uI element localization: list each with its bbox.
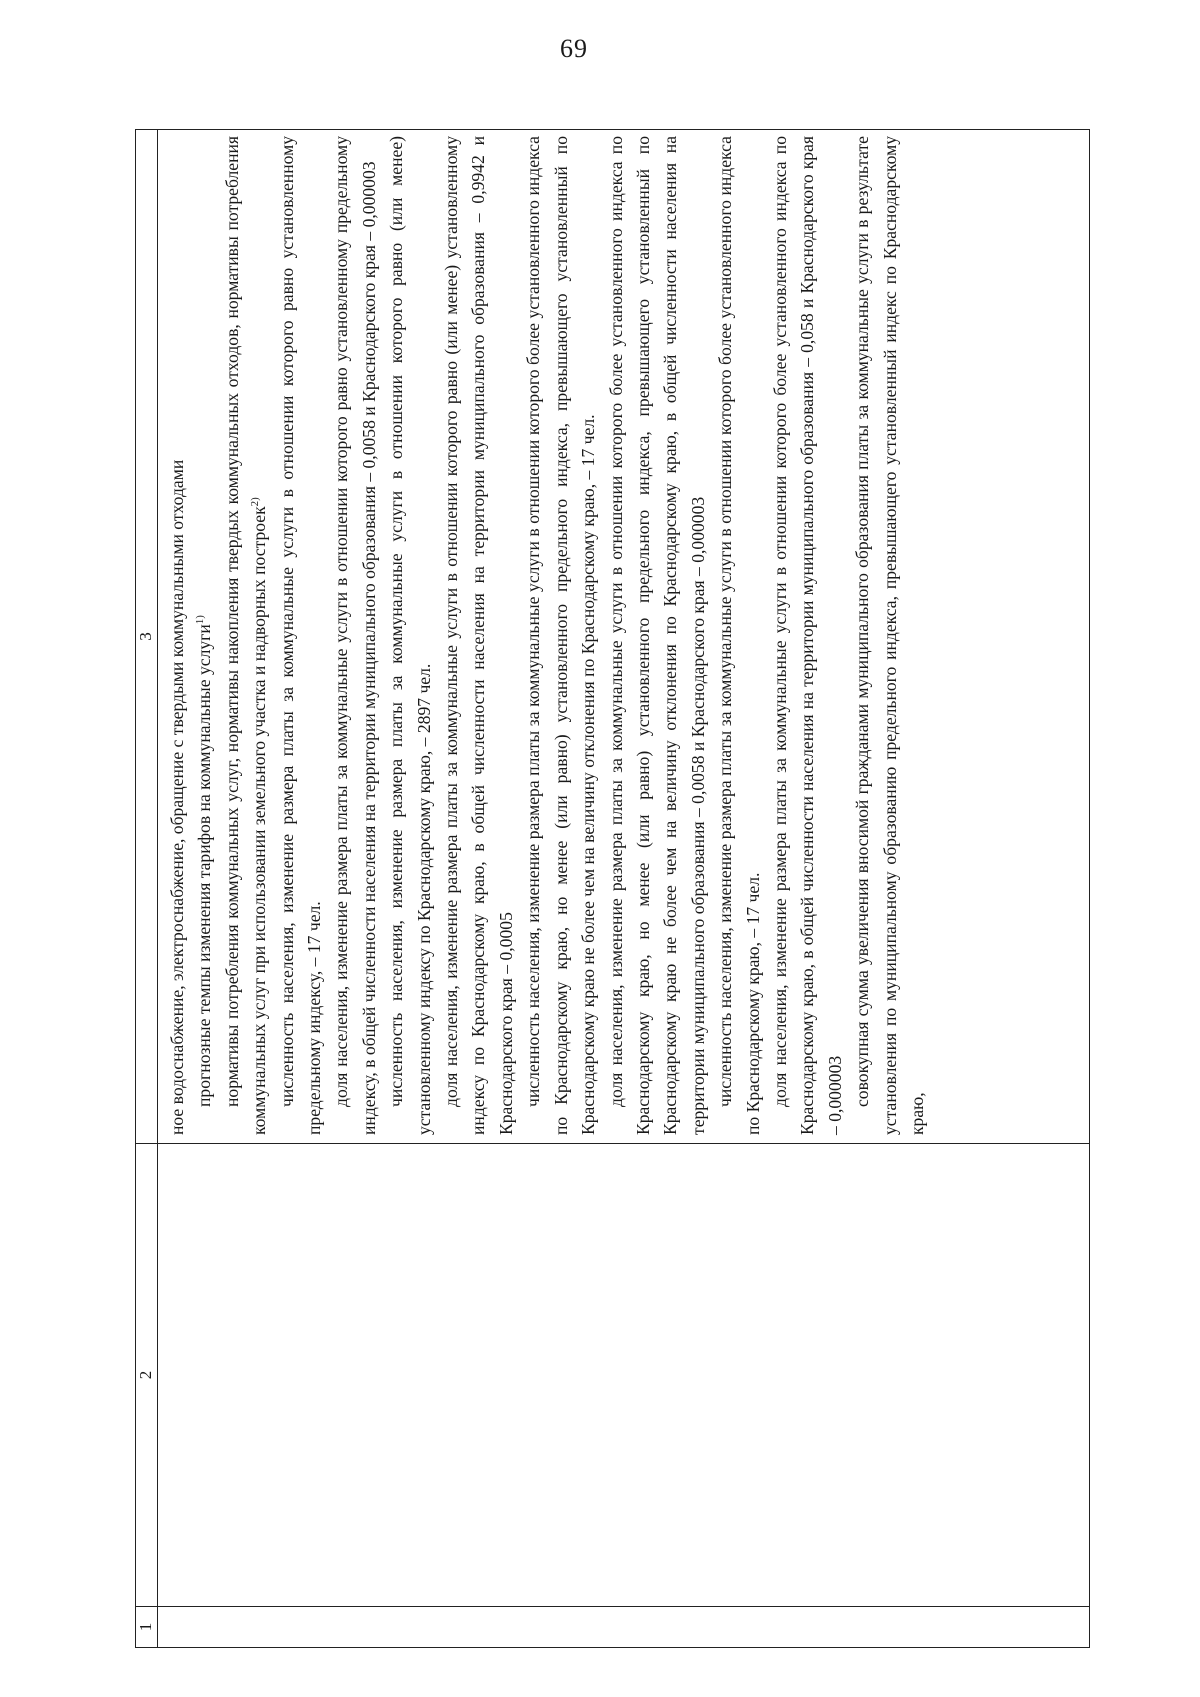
paragraph bbox=[712, 136, 767, 1135]
paragraph-text: совокупная сумма увеличения вносимой гражданами муниципального образования платы за коммунальные услуги в результате установления по муниципальному образованию предельного индекса, превышающего установленный индекс по Краснодарскому краю, bbox=[852, 136, 927, 1135]
paragraph bbox=[520, 136, 602, 1135]
column-header-1: 1 bbox=[136, 1607, 158, 1648]
col3-text-body bbox=[164, 136, 931, 1135]
paragraph bbox=[767, 136, 849, 1135]
table-cell-col2 bbox=[158, 1144, 1090, 1607]
paragraph-text: численность населения, изменение размера платы за коммунальные услуги в отношении которого равно установленному предельному индексу, – 17 чел. bbox=[276, 136, 325, 1135]
paragraph bbox=[383, 136, 438, 1135]
paragraph bbox=[274, 136, 329, 1135]
rotated-table-container bbox=[135, 130, 1090, 1648]
footnote-marker: 1) bbox=[194, 615, 207, 625]
table-cell-col3 bbox=[158, 130, 1090, 1144]
paragraph bbox=[328, 136, 383, 1135]
data-table bbox=[135, 129, 1090, 1648]
table-cell-col1 bbox=[158, 1607, 1090, 1648]
paragraph-text: прогнозные темпы изменения тарифов на коммунальные услуги bbox=[194, 624, 215, 1107]
page-number: 69 bbox=[560, 34, 588, 63]
paragraph bbox=[849, 136, 931, 1135]
paragraph-text: доля населения, изменение размера платы за коммунальные услуги в отношении которого равно (или менее) установленному индексу по Краснодарскому краю, в общей численности населения на территории муниципального образования – 0,9942 и Краснодарского края – 0,0005 bbox=[441, 136, 516, 1135]
table-row bbox=[158, 130, 1090, 1648]
paragraph-text: доля населения, изменение размера платы за коммунальные услуги в отношении которого более установленного индекса по Краснодарскому краю, в общей численности населения на территории муниципального образования – 0,058 и Краснодарского края – 0,000003 bbox=[769, 136, 845, 1135]
paragraph-text: численность населения, изменение размера платы за коммунальные услуги в отношении которого более установленного индекса по Краснодарскому краю, но менее (или равно) установленного предельного индекса, превышающего установленный по Краснодарскому краю не более чем на величину отклонения по Краснодарскому краю, – 17 чел. bbox=[523, 136, 599, 1135]
table-header-row bbox=[136, 130, 158, 1648]
column-header-3: 3 bbox=[136, 130, 158, 1144]
paragraph-text: доля населения, изменение размера платы за коммунальные услуги в отношении которого равно установленному предельному индексу, в общей численности населения на территории муниципального образования – 0,0058 и Краснодарского края – 0,000003 bbox=[331, 136, 379, 1135]
paragraph bbox=[164, 136, 191, 1135]
paragraph-text: ное водоснабжение, электроснабжение, обращение с твердыми коммунальными отходами bbox=[167, 459, 187, 1135]
paragraph bbox=[603, 136, 713, 1135]
paragraph-text: численность населения, изменение размера платы за коммунальные услуги в отношении которого более установленного индекса по Краснодарскому краю, – 17 чел. bbox=[715, 136, 763, 1135]
paragraph bbox=[219, 136, 274, 1135]
column-header-2: 2 bbox=[136, 1144, 158, 1607]
footnote-marker: 2) bbox=[249, 497, 262, 507]
paragraph bbox=[438, 136, 520, 1135]
paragraph-text: численность населения, изменение размера платы за коммунальные услуги в отношении которого равно (или менее) установленному индексу по Краснодарскому краю, – 2897 чел. bbox=[386, 136, 434, 1135]
paragraph-text: нормативы потребления коммунальных услуг, нормативы накопления твердых коммунальных отходов, нормативы потребления коммунальных услуг при использовании земельного участка и надворных построек bbox=[221, 136, 270, 1135]
paragraph bbox=[191, 136, 218, 1135]
paragraph-text: доля населения, изменение размера платы за коммунальные услуги в отношении которого более установленного индекса по Краснодарскому краю, но менее (или равно) установленного предельного индекса, превышающего установленный по Краснодарскому краю не более чем на величину отклонения по Краснодарскому краю, в общей численности населения на территории муниципального образования – 0,0058 и Краснодарского края – 0,000003 bbox=[605, 136, 708, 1135]
